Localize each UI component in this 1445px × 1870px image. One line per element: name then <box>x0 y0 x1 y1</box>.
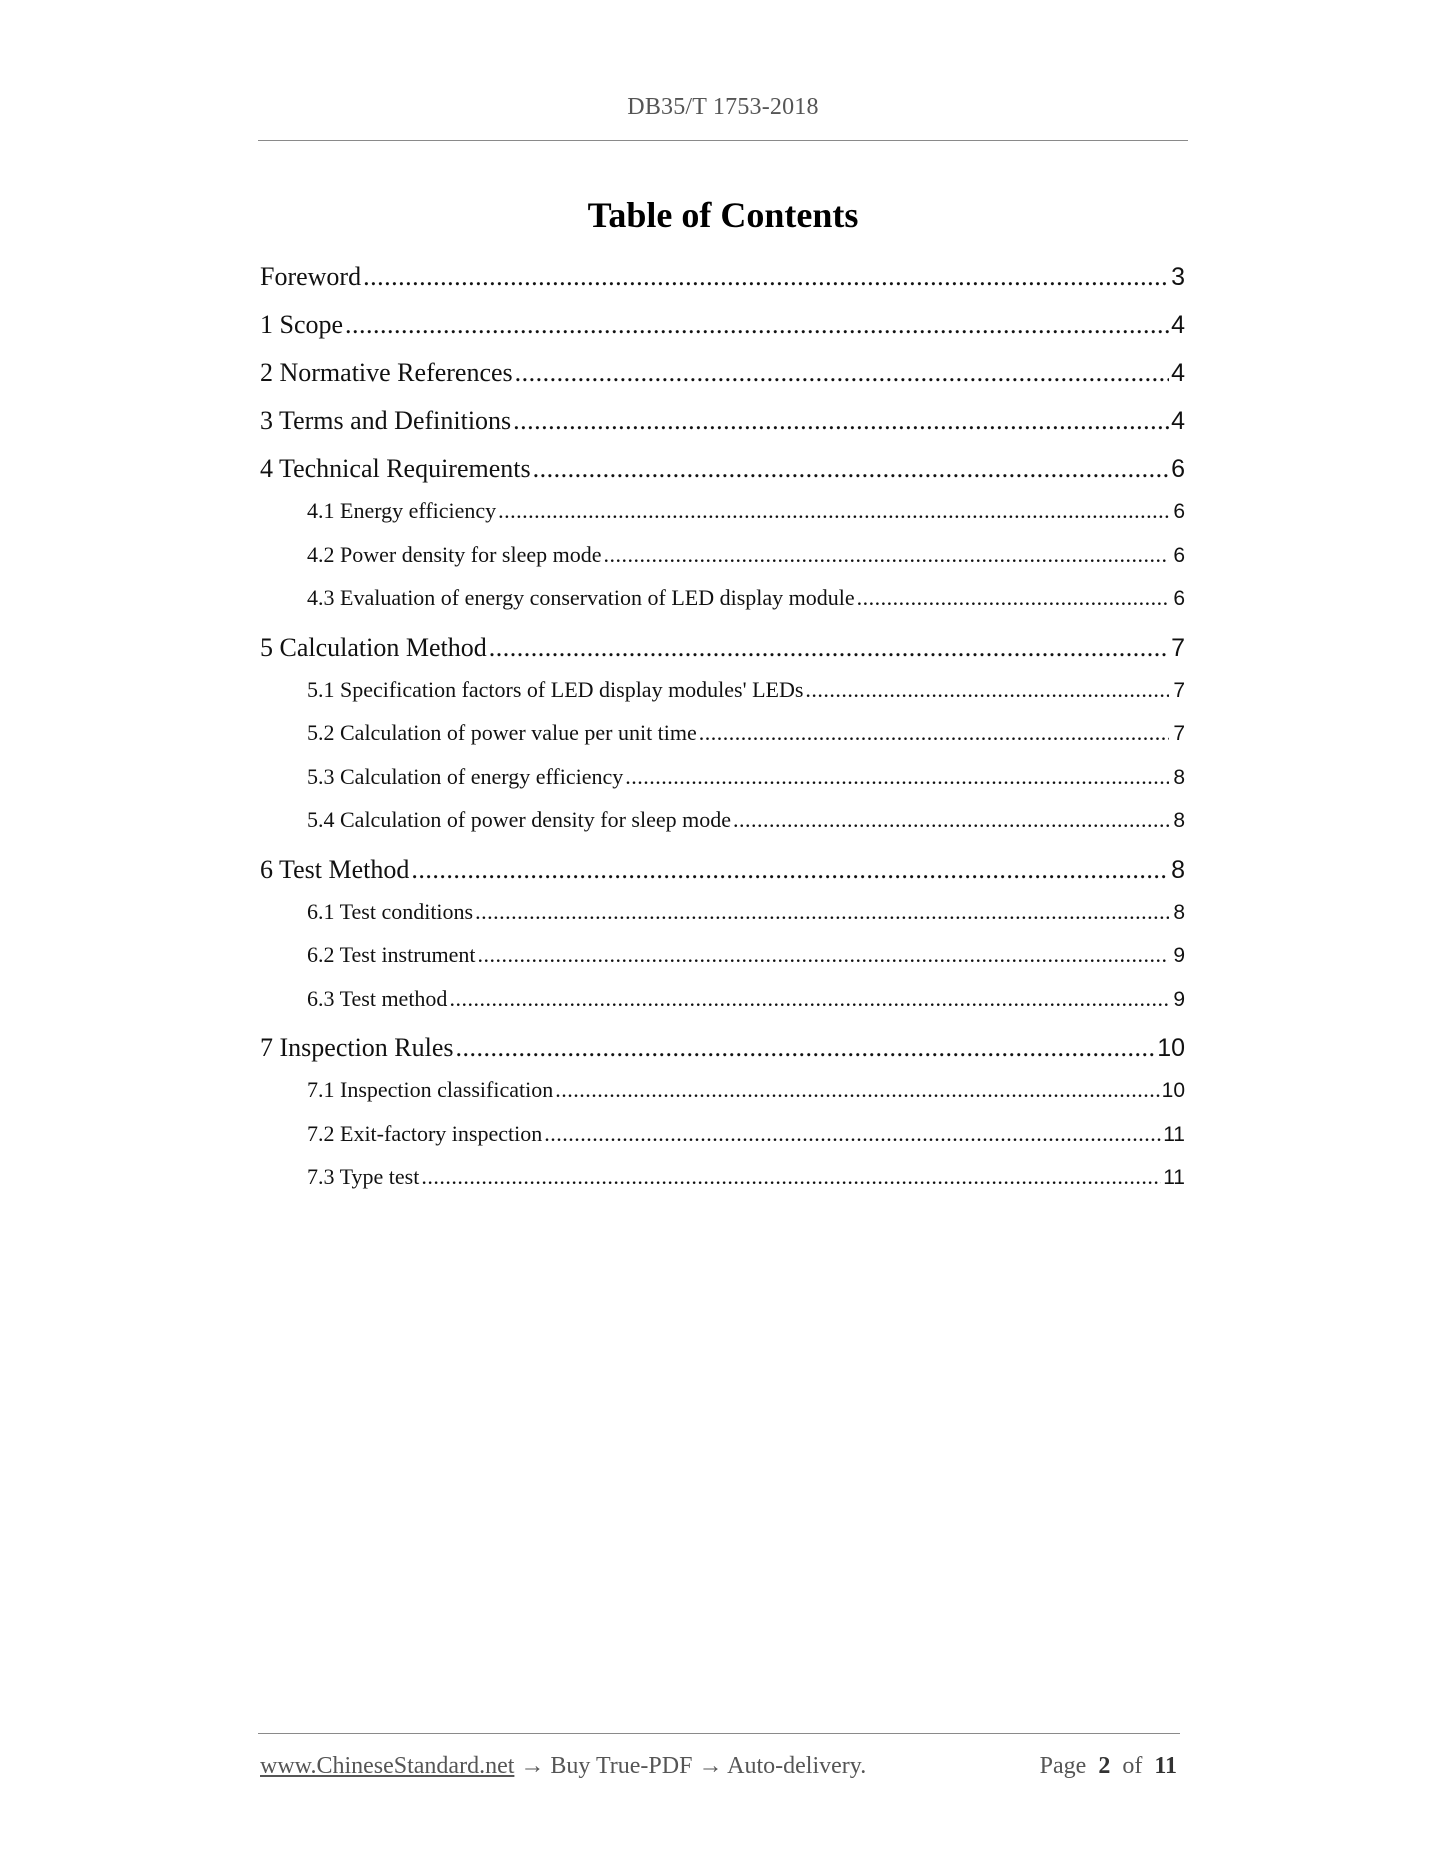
toc-entry-normative-references[interactable] <box>260 358 1185 406</box>
dot-leader <box>456 1033 1156 1063</box>
toc-entry-label: 1 Scope <box>260 310 344 339</box>
toc-entry-page: 7 <box>1171 633 1185 662</box>
dot-leader <box>411 855 1169 885</box>
dot-leader <box>857 585 1169 611</box>
toc-entry-calculation-method[interactable] <box>260 633 1185 681</box>
dot-leader <box>345 310 1169 340</box>
toc-entry-page: 4 <box>1171 407 1185 435</box>
toc-subentry-4-3[interactable] <box>260 585 1185 629</box>
dot-leader <box>475 899 1169 925</box>
page-number <box>1040 1753 1177 1780</box>
toc-entry-label: 5 Calculation Method <box>260 632 487 662</box>
toc-subentry-6-1[interactable] <box>260 899 1185 943</box>
toc-subentry-4-1[interactable] <box>260 498 1185 542</box>
dot-leader <box>363 262 1169 292</box>
dot-leader <box>421 1164 1161 1190</box>
toc-entry-page: 9 <box>1173 944 1185 967</box>
toc-entry-page: 8 <box>1173 900 1185 924</box>
toc-entry-label: 7.1 Inspection classification <box>307 1077 554 1102</box>
toc-entry-page: 7 <box>1173 722 1185 745</box>
header-divider <box>258 140 1188 141</box>
toc-entry-label: 4.2 Power density for sleep mode <box>307 541 602 567</box>
toc-entry-page: 6 <box>1173 500 1185 523</box>
dot-leader <box>513 406 1169 436</box>
toc-subentry-4-2[interactable] <box>260 542 1185 586</box>
toc-entry-page: 8 <box>1173 809 1185 832</box>
toc-entry-label: Foreword <box>260 262 362 291</box>
dot-leader <box>805 677 1169 703</box>
toc-subentry-5-4[interactable] <box>260 807 1185 851</box>
toc-entry-label: 7 Inspection Rules <box>260 1033 454 1062</box>
site-link[interactable]: www.ChineseStandard.net <box>260 1753 515 1779</box>
dot-leader <box>544 1121 1161 1147</box>
toc-entry-label: 3 Terms and Definitions <box>260 406 512 435</box>
toc-entry-page: 3 <box>1171 263 1185 291</box>
toc-entry-page: 6 <box>1173 543 1185 567</box>
toc-entry-test-method[interactable] <box>260 855 1185 903</box>
footer-divider <box>258 1733 1180 1734</box>
toc-entry-label: 6.3 Test method <box>307 985 448 1011</box>
toc-entry-page: 11 <box>1163 1166 1185 1189</box>
document-code-header: DB35/T 1753-2018 <box>627 94 819 120</box>
dot-leader <box>533 454 1169 484</box>
toc-entry-label: 2 Normative References <box>260 358 513 387</box>
toc-entry-page: 6 <box>1173 587 1185 610</box>
current-page-number: 2 <box>1098 1753 1111 1779</box>
footer-promo <box>260 1753 866 1780</box>
toc-entry-label: 7.3 Type test <box>307 1164 420 1189</box>
toc-subentry-5-1[interactable] <box>260 677 1185 721</box>
toc-entry-label: 4 Technical Requirements <box>260 454 531 483</box>
dot-leader <box>449 986 1169 1012</box>
toc-entry-label: 6.1 Test conditions <box>307 898 474 924</box>
toc-subentry-6-2[interactable] <box>260 942 1185 986</box>
toc-subentry-5-2[interactable] <box>260 720 1185 764</box>
dot-leader <box>489 633 1169 663</box>
dot-leader <box>699 720 1169 746</box>
dot-leader <box>604 542 1170 568</box>
toc-subentry-6-3[interactable] <box>260 986 1185 1030</box>
toc-subentry-7-1[interactable] <box>260 1077 1185 1121</box>
toc-entry-label: 4.1 Energy efficiency <box>307 498 497 523</box>
toc-entry-page: 8 <box>1171 855 1185 884</box>
toc-subentry-7-2[interactable] <box>260 1121 1185 1165</box>
toc-entry-page: 10 <box>1161 1079 1185 1102</box>
toc-entry-page: 4 <box>1171 311 1185 339</box>
arrow-right-icon: → <box>698 1753 723 1779</box>
toc-entry-label: 5.1 Specification factors of LED display modules' LEDs <box>307 676 804 702</box>
toc-entry-label: 6.2 Test instrument <box>307 942 476 967</box>
toc-entry-scope[interactable] <box>260 310 1185 358</box>
toc-entry-page: 7 <box>1173 678 1185 702</box>
toc-entry-inspection-rules[interactable] <box>260 1033 1185 1081</box>
toc-entry-label: 5.2 Calculation of power value per unit time <box>307 720 697 745</box>
dot-leader <box>555 1077 1159 1103</box>
buy-true-pdf-text: Buy True-PDF <box>550 1753 693 1779</box>
toc-subentry-5-3[interactable] <box>260 764 1185 808</box>
toc-entry-page: 11 <box>1163 1122 1185 1146</box>
toc-entry-page: 6 <box>1171 455 1185 483</box>
toc-entry-page: 4 <box>1171 359 1185 387</box>
toc-entry-technical-requirements[interactable] <box>260 454 1185 502</box>
toc-entry-label: 5.3 Calculation of energy efficiency <box>307 763 624 789</box>
auto-delivery-text: Auto-delivery. <box>727 1753 867 1779</box>
table-of-contents <box>260 262 1185 1208</box>
arrow-right-icon: → <box>520 1753 545 1779</box>
toc-entry-label: 6 Test Method <box>260 854 410 884</box>
dot-leader <box>515 358 1169 388</box>
dot-leader <box>478 942 1169 968</box>
toc-entry-label: 7.2 Exit-factory inspection <box>307 1120 543 1146</box>
toc-entry-label: 5.4 Calculation of power density for sleep mode <box>307 807 732 832</box>
toc-entry-page: 8 <box>1173 765 1185 789</box>
toc-entry-page: 9 <box>1173 987 1185 1011</box>
toc-title: Table of Contents <box>587 195 859 235</box>
total-pages-number: 11 <box>1154 1753 1177 1779</box>
toc-subentry-7-3[interactable] <box>260 1164 1185 1208</box>
of-word: of <box>1122 1753 1143 1779</box>
dot-leader <box>498 498 1169 524</box>
dot-leader <box>733 807 1169 833</box>
toc-entry-foreword[interactable] <box>260 262 1185 310</box>
page-word: Page <box>1039 1753 1087 1779</box>
toc-entry-terms-definitions[interactable] <box>260 406 1185 454</box>
toc-entry-page: 10 <box>1157 1034 1185 1062</box>
dot-leader <box>625 764 1169 790</box>
toc-entry-label: 4.3 Evaluation of energy conservation of LED display module <box>307 585 855 610</box>
